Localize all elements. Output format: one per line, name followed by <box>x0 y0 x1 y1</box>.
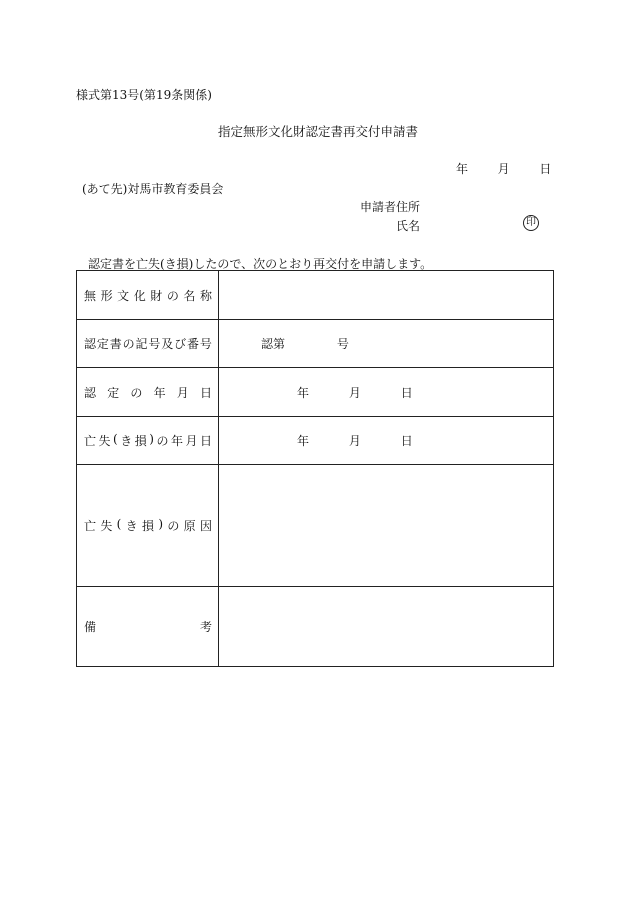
label-char: の <box>130 385 143 400</box>
cert-suffix: 号 <box>336 337 349 351</box>
label-char: 名 <box>183 288 196 303</box>
label-char: 認 <box>84 337 97 351</box>
label-char: 月 <box>176 385 189 400</box>
loss-date-day: 日 <box>400 434 413 448</box>
label-char: 月 <box>185 434 198 448</box>
table-row <box>77 271 554 320</box>
label-char: ) <box>149 432 154 446</box>
table-row <box>77 368 554 417</box>
label-char: 日 <box>199 385 212 400</box>
label-char: 認 <box>84 385 97 400</box>
label-char: 文 <box>117 288 130 303</box>
row-label-cell <box>77 417 219 465</box>
label-char: の <box>166 288 179 303</box>
cert-prefix: 認第 <box>261 337 286 351</box>
row-label <box>84 517 212 534</box>
label-char: 備 <box>84 620 97 634</box>
label-char: 亡 <box>84 434 97 448</box>
row-label-cell <box>77 271 219 320</box>
applicant-address-label: 申請者住所 <box>360 200 421 214</box>
label-char: 失 <box>98 434 111 448</box>
label-char: 無 <box>84 288 97 303</box>
loss-cause-field[interactable] <box>219 465 554 587</box>
application-date <box>456 160 551 177</box>
row-label <box>84 335 212 352</box>
remarks-field[interactable] <box>219 587 554 667</box>
row-label-cell <box>77 368 219 417</box>
loss-date-month: 月 <box>348 434 361 448</box>
label-char: 定 <box>107 385 120 400</box>
label-char: 損 <box>141 519 154 533</box>
cultural-property-name-field[interactable] <box>219 271 554 320</box>
label-char: 年 <box>170 434 183 448</box>
loss-date-field[interactable] <box>219 417 554 465</box>
document-title: 指定無形文化財認定書再交付申請書 <box>217 124 418 139</box>
label-char: の <box>167 519 180 533</box>
label-char: 号 <box>199 337 212 351</box>
label-char: 亡 <box>84 519 97 533</box>
label-char: 因 <box>199 519 212 533</box>
label-char: 定 <box>96 337 109 351</box>
row-label <box>84 384 212 401</box>
date-year-label: 年 <box>456 162 469 176</box>
label-char: ) <box>158 517 163 531</box>
certification-date-field[interactable] <box>219 368 554 417</box>
row-label-cell <box>77 587 219 667</box>
label-char: 原 <box>183 519 196 533</box>
table-row <box>77 465 554 587</box>
label-char: 形 <box>100 288 113 303</box>
row-label <box>84 287 212 304</box>
date-month-label: 月 <box>497 162 510 176</box>
label-char: 番 <box>187 337 200 351</box>
label-char: 記 <box>135 337 148 351</box>
table-row <box>77 320 554 368</box>
date-day-label: 日 <box>539 162 552 176</box>
row-label-cell <box>77 320 219 368</box>
application-form-table <box>76 270 554 667</box>
label-char: 損 <box>134 434 147 448</box>
label-char: 及 <box>161 337 174 351</box>
label-char: び <box>174 337 187 351</box>
label-char: き <box>125 519 138 533</box>
label-char: 年 <box>153 385 166 400</box>
form-number: 様式第13号(第19条関係) <box>76 88 212 102</box>
row-label <box>84 432 212 449</box>
label-char: き <box>120 434 133 448</box>
label-char: 失 <box>100 519 113 533</box>
cert-date-day: 日 <box>400 385 413 400</box>
label-char: 化 <box>133 288 146 303</box>
label-char: 日 <box>199 434 212 448</box>
label-char: 号 <box>148 337 161 351</box>
label-char: の <box>122 337 135 351</box>
addressee: (あて先)対馬市教育委員会 <box>82 182 224 196</box>
row-label <box>84 618 212 635</box>
cert-date-month: 月 <box>348 385 361 400</box>
label-char: の <box>156 434 169 448</box>
label-char: 財 <box>150 288 163 303</box>
label-char: 称 <box>199 288 212 303</box>
row-label-cell <box>77 465 219 587</box>
label-char: 書 <box>109 337 122 351</box>
seal-mark: 印 <box>523 215 539 231</box>
label-char: ( <box>113 432 118 446</box>
table-row <box>77 587 554 667</box>
label-char: 考 <box>199 620 212 634</box>
request-statement: 認定書を亡失(き損)したので、次のとおり再交付を申請します。 <box>88 257 433 271</box>
certificate-number-field[interactable] <box>219 320 554 368</box>
loss-date-year: 年 <box>297 434 310 448</box>
label-char: ( <box>116 517 122 531</box>
table-row <box>77 417 554 465</box>
applicant-name-label: 氏名 <box>396 219 421 233</box>
cert-date-year: 年 <box>297 385 310 400</box>
